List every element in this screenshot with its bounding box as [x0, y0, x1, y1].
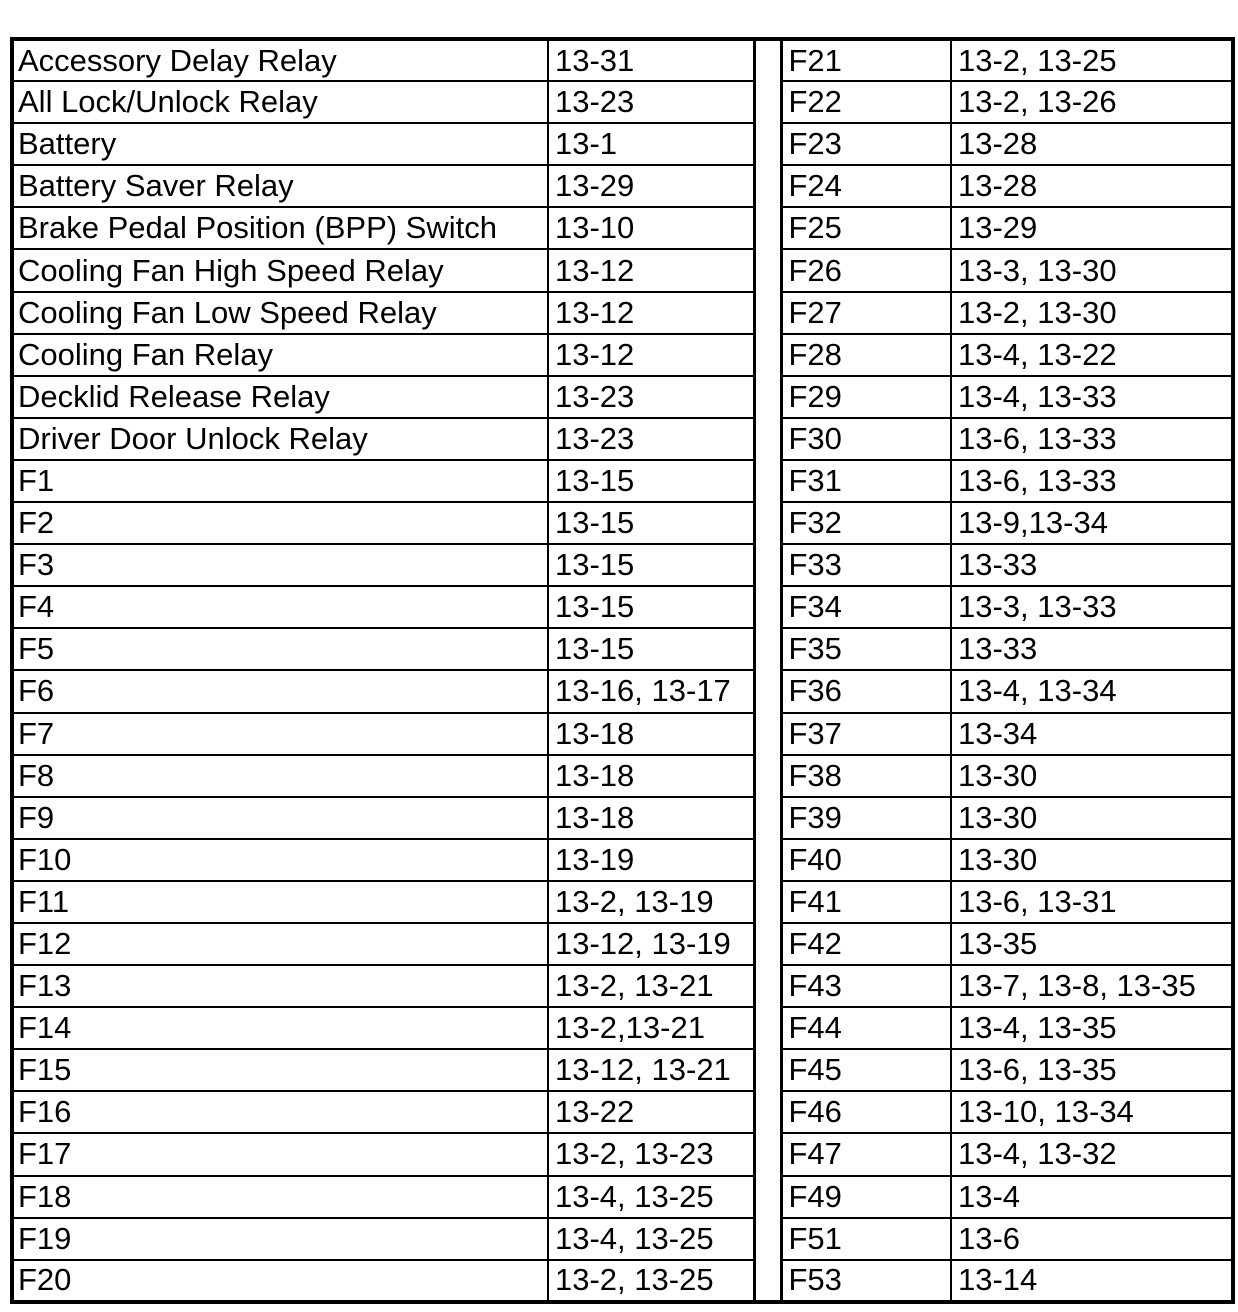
column-separator [754, 1260, 781, 1302]
column-separator [754, 965, 781, 1007]
left-page-refs: 13-15 [548, 544, 754, 586]
column-separator [754, 418, 781, 460]
right-page-refs: 13-9,13-34 [951, 502, 1233, 544]
left-component-name: F1 [12, 460, 548, 502]
column-separator [754, 628, 781, 670]
left-page-refs: 13-23 [548, 418, 754, 460]
right-component-name: F30 [781, 418, 951, 460]
left-page-refs: 13-18 [548, 797, 754, 839]
right-component-name: F47 [781, 1133, 951, 1175]
left-component-name: Battery Saver Relay [12, 165, 548, 207]
left-page-refs: 13-12 [548, 334, 754, 376]
left-page-refs: 13-4, 13-25 [548, 1218, 754, 1260]
right-page-refs: 13-4, 13-22 [951, 334, 1233, 376]
right-component-name: F21 [781, 39, 951, 81]
table-row [12, 1133, 1233, 1175]
left-component-name: Cooling Fan High Speed Relay [12, 249, 548, 291]
table-row [12, 1091, 1233, 1133]
right-page-refs: 13-29 [951, 207, 1233, 249]
column-separator [754, 755, 781, 797]
left-page-refs: 13-10 [548, 207, 754, 249]
left-page-refs: 13-18 [548, 755, 754, 797]
table-row [12, 334, 1233, 376]
left-component-name: F5 [12, 628, 548, 670]
right-page-refs: 13-28 [951, 165, 1233, 207]
left-component-name: Accessory Delay Relay [12, 39, 548, 81]
column-separator [754, 1133, 781, 1175]
left-component-name: F3 [12, 544, 548, 586]
right-component-name: F53 [781, 1260, 951, 1302]
left-component-name: F6 [12, 670, 548, 712]
column-separator [754, 1176, 781, 1218]
right-component-name: F38 [781, 755, 951, 797]
left-page-refs: 13-23 [548, 376, 754, 418]
table-row [12, 1007, 1233, 1049]
right-component-name: F40 [781, 839, 951, 881]
left-page-refs: 13-15 [548, 586, 754, 628]
left-page-refs: 13-2, 13-25 [548, 1260, 754, 1302]
left-component-name: Decklid Release Relay [12, 376, 548, 418]
left-page-refs: 13-2, 13-23 [548, 1133, 754, 1175]
right-component-name: F36 [781, 670, 951, 712]
column-separator [754, 123, 781, 165]
right-component-name: F51 [781, 1218, 951, 1260]
table-row [12, 418, 1233, 460]
left-component-name: F7 [12, 713, 548, 755]
right-page-refs: 13-4, 13-33 [951, 376, 1233, 418]
right-page-refs: 13-33 [951, 544, 1233, 586]
left-component-name: F14 [12, 1007, 548, 1049]
column-separator [754, 207, 781, 249]
column-separator [754, 165, 781, 207]
right-page-refs: 13-6, 13-31 [951, 881, 1233, 923]
left-component-name: Driver Door Unlock Relay [12, 418, 548, 460]
left-component-name: F8 [12, 755, 548, 797]
right-page-refs: 13-4, 13-35 [951, 1007, 1233, 1049]
right-component-name: F46 [781, 1091, 951, 1133]
right-page-refs: 13-3, 13-33 [951, 586, 1233, 628]
right-component-name: F33 [781, 544, 951, 586]
column-separator [754, 670, 781, 712]
left-component-name: F16 [12, 1091, 548, 1133]
table-row [12, 839, 1233, 881]
column-separator [754, 376, 781, 418]
right-component-name: F43 [781, 965, 951, 1007]
right-component-name: F22 [781, 81, 951, 123]
left-page-refs: 13-22 [548, 1091, 754, 1133]
left-page-refs: 13-2, 13-19 [548, 881, 754, 923]
column-separator [754, 39, 781, 81]
table-row [12, 881, 1233, 923]
left-page-refs: 13-2, 13-21 [548, 965, 754, 1007]
table-row [12, 797, 1233, 839]
column-separator [754, 81, 781, 123]
left-page-refs: 13-29 [548, 165, 754, 207]
left-page-refs: 13-18 [548, 713, 754, 755]
table-row [12, 39, 1233, 81]
left-page-refs: 13-19 [548, 839, 754, 881]
table-row [12, 544, 1233, 586]
table-row [12, 123, 1233, 165]
table-row [12, 1049, 1233, 1091]
right-page-refs: 13-33 [951, 628, 1233, 670]
right-page-refs: 13-6, 13-33 [951, 460, 1233, 502]
table-row [12, 586, 1233, 628]
left-component-name: F18 [12, 1176, 548, 1218]
column-separator [754, 713, 781, 755]
right-page-refs: 13-30 [951, 839, 1233, 881]
right-page-refs: 13-3, 13-30 [951, 249, 1233, 291]
table-row [12, 1218, 1233, 1260]
right-page-refs: 13-2, 13-26 [951, 81, 1233, 123]
table-row [12, 81, 1233, 123]
left-component-name: Cooling Fan Low Speed Relay [12, 292, 548, 334]
table-row [12, 1260, 1233, 1302]
right-component-name: F29 [781, 376, 951, 418]
right-page-refs: 13-7, 13-8, 13-35 [951, 965, 1233, 1007]
left-page-refs: 13-15 [548, 502, 754, 544]
right-component-name: F26 [781, 249, 951, 291]
column-separator [754, 1049, 781, 1091]
right-page-refs: 13-14 [951, 1260, 1233, 1302]
right-page-refs: 13-30 [951, 797, 1233, 839]
left-page-refs: 13-23 [548, 81, 754, 123]
right-component-name: F32 [781, 502, 951, 544]
right-page-refs: 13-28 [951, 123, 1233, 165]
right-component-name: F23 [781, 123, 951, 165]
left-page-refs: 13-12, 13-19 [548, 923, 754, 965]
right-page-refs: 13-34 [951, 713, 1233, 755]
table-row [12, 165, 1233, 207]
column-separator [754, 292, 781, 334]
column-separator [754, 839, 781, 881]
right-component-name: F44 [781, 1007, 951, 1049]
column-separator [754, 460, 781, 502]
column-separator [754, 502, 781, 544]
column-separator [754, 544, 781, 586]
right-component-name: F34 [781, 586, 951, 628]
column-separator [754, 923, 781, 965]
left-page-refs: 13-15 [548, 460, 754, 502]
right-component-name: F37 [781, 713, 951, 755]
left-page-refs: 13-12 [548, 249, 754, 291]
table-row [12, 628, 1233, 670]
table-row [12, 923, 1233, 965]
table-row [12, 376, 1233, 418]
left-component-name: F2 [12, 502, 548, 544]
right-component-name: F42 [781, 923, 951, 965]
right-page-refs: 13-4 [951, 1176, 1233, 1218]
column-separator [754, 1218, 781, 1260]
right-component-name: F25 [781, 207, 951, 249]
right-page-refs: 13-10, 13-34 [951, 1091, 1233, 1133]
right-component-name: F49 [781, 1176, 951, 1218]
column-separator [754, 1091, 781, 1133]
right-component-name: F28 [781, 334, 951, 376]
right-page-refs: 13-2, 13-30 [951, 292, 1233, 334]
table-row [12, 670, 1233, 712]
component-index-table [10, 37, 1235, 1304]
left-component-name: Cooling Fan Relay [12, 334, 548, 376]
left-component-name: Battery [12, 123, 548, 165]
table-row [12, 755, 1233, 797]
table-row [12, 502, 1233, 544]
left-page-refs: 13-16, 13-17 [548, 670, 754, 712]
column-separator [754, 881, 781, 923]
right-page-refs: 13-35 [951, 923, 1233, 965]
index-table-body [12, 39, 1233, 1302]
left-component-name: F12 [12, 923, 548, 965]
left-component-name: F20 [12, 1260, 548, 1302]
left-component-name: F15 [12, 1049, 548, 1091]
left-page-refs: 13-15 [548, 628, 754, 670]
right-page-refs: 13-4, 13-34 [951, 670, 1233, 712]
right-component-name: F39 [781, 797, 951, 839]
column-separator [754, 1007, 781, 1049]
right-component-name: F27 [781, 292, 951, 334]
left-page-refs: 13-31 [548, 39, 754, 81]
right-component-name: F24 [781, 165, 951, 207]
left-page-refs: 13-12 [548, 292, 754, 334]
right-page-refs: 13-6 [951, 1218, 1233, 1260]
table-row [12, 249, 1233, 291]
table-row [12, 713, 1233, 755]
left-component-name: All Lock/Unlock Relay [12, 81, 548, 123]
left-page-refs: 13-1 [548, 123, 754, 165]
right-page-refs: 13-30 [951, 755, 1233, 797]
left-component-name: F17 [12, 1133, 548, 1175]
table-row [12, 207, 1233, 249]
table-row [12, 460, 1233, 502]
right-component-name: F35 [781, 628, 951, 670]
left-component-name: Brake Pedal Position (BPP) Switch [12, 207, 548, 249]
right-page-refs: 13-6, 13-35 [951, 1049, 1233, 1091]
right-page-refs: 13-4, 13-32 [951, 1133, 1233, 1175]
left-component-name: F19 [12, 1218, 548, 1260]
left-page-refs: 13-4, 13-25 [548, 1176, 754, 1218]
right-component-name: F41 [781, 881, 951, 923]
right-page-refs: 13-2, 13-25 [951, 39, 1233, 81]
left-component-name: F13 [12, 965, 548, 1007]
column-separator [754, 334, 781, 376]
left-page-refs: 13-2,13-21 [548, 1007, 754, 1049]
right-page-refs: 13-6, 13-33 [951, 418, 1233, 460]
column-separator [754, 797, 781, 839]
left-component-name: F10 [12, 839, 548, 881]
left-component-name: F9 [12, 797, 548, 839]
column-separator [754, 586, 781, 628]
column-separator [754, 249, 781, 291]
table-row [12, 965, 1233, 1007]
left-component-name: F11 [12, 881, 548, 923]
left-component-name: F4 [12, 586, 548, 628]
right-component-name: F45 [781, 1049, 951, 1091]
table-row [12, 1176, 1233, 1218]
right-component-name: F31 [781, 460, 951, 502]
table-row [12, 292, 1233, 334]
left-page-refs: 13-12, 13-21 [548, 1049, 754, 1091]
